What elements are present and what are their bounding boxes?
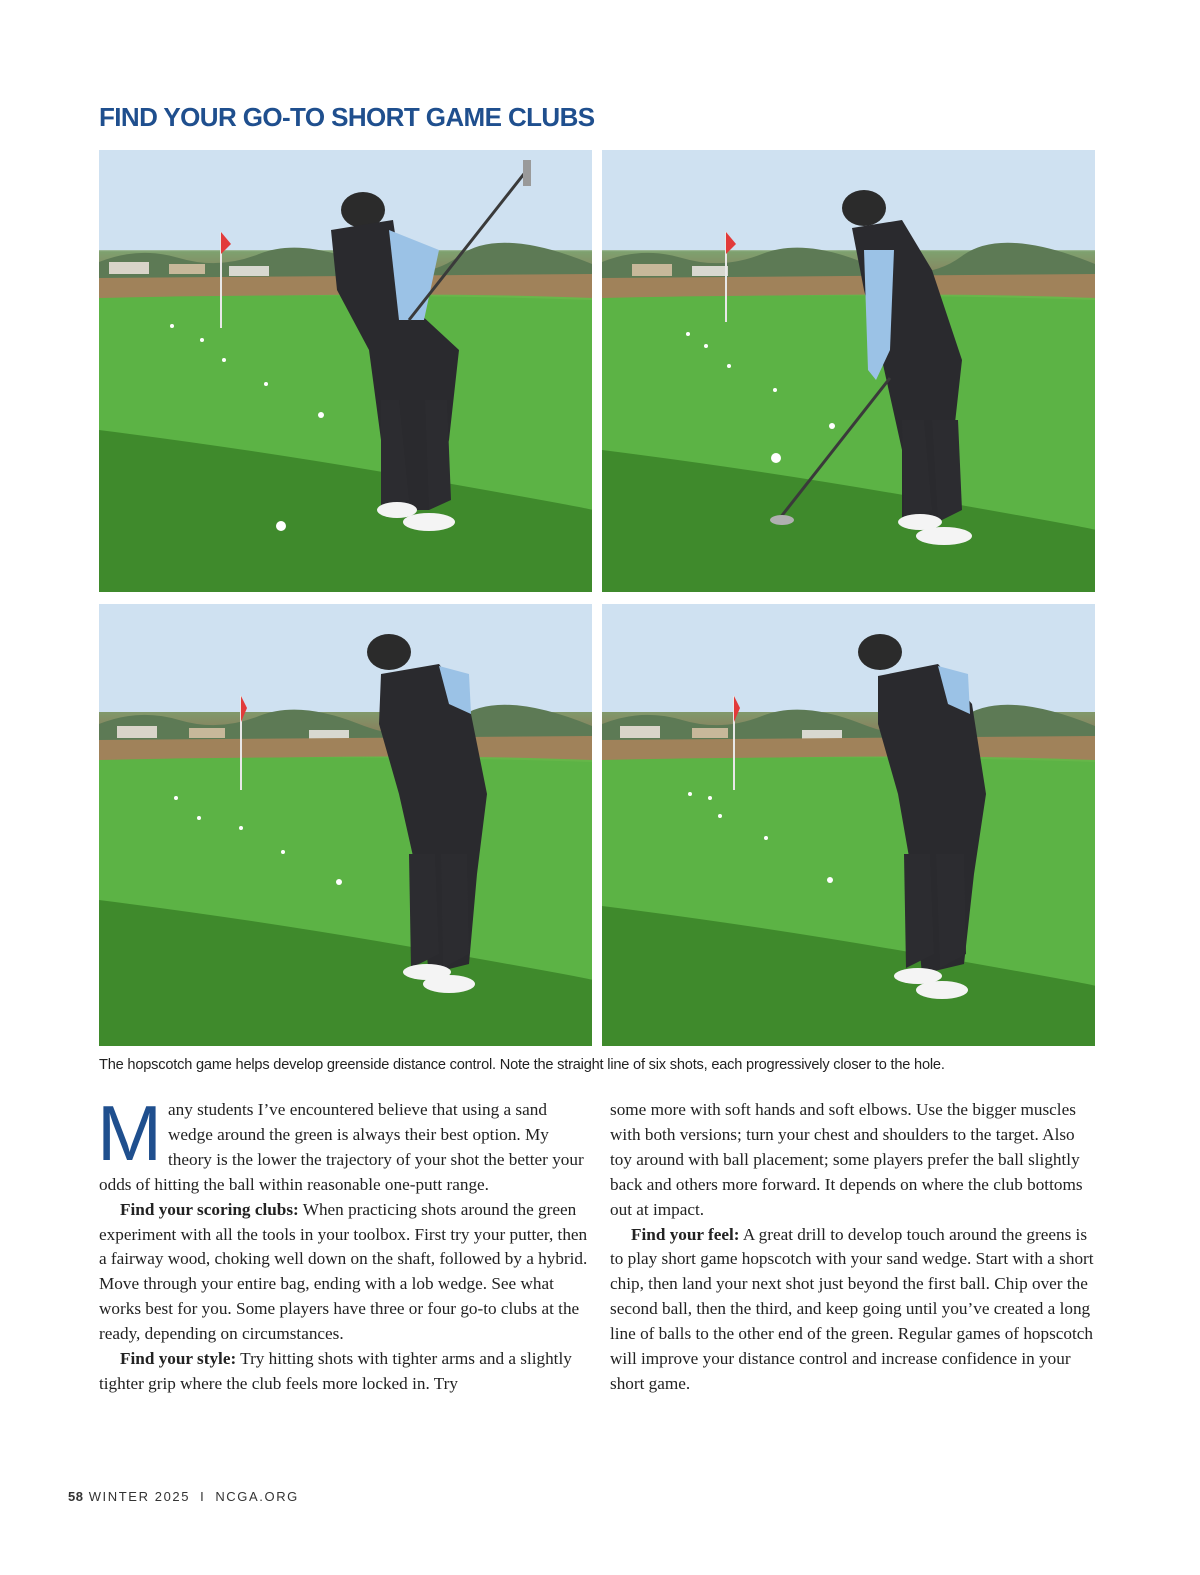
scoring-clubs-paragraph	[99, 1198, 589, 1347]
photo-grid	[99, 150, 1095, 1046]
golfer-backswing-photo	[99, 150, 592, 592]
golfer-finish-photo	[602, 604, 1095, 1046]
page-title: FIND YOUR GO-TO SHORT GAME CLUBS	[99, 102, 595, 132]
article-column-left	[97, 1089, 589, 1397]
intro-text: any students I’ve encountered believe that using a sand wedge around the green is always their best option. My theory is the lower the trajectory of your shot the better your odds of hitting the ball within reasonable one-putt range.	[99, 1100, 584, 1194]
style-paragraph-continued: some more with soft hands and soft elbows. Use the bigger muscles with both versions; turn your chest and shoulders to the target. Also toy around with ball placement; some players prefer the ball slightly back and others more forward. It depends on where the club bottoms out at impact.	[610, 1100, 1083, 1219]
intro-paragraph	[97, 1089, 589, 1198]
page-number: 58	[68, 1489, 84, 1504]
golfer-follow-through-photo	[99, 604, 592, 1046]
site-url: NCGA.ORG	[215, 1489, 299, 1504]
feel-heading: Find your feel:	[631, 1224, 740, 1244]
feel-paragraph	[610, 1223, 1100, 1397]
issue-label: WINTER 2025	[88, 1489, 191, 1504]
drop-cap: M	[97, 1089, 162, 1177]
article-column-right	[610, 1098, 1100, 1397]
page-footer	[68, 1489, 299, 1504]
feel-text: A great drill to develop touch around the greens is to play short game hopscotch with your sand wedge. Start with a short chip, then land your next shot just beyond the first ball. Chip over the second ball, then the third, and keep going until you’ve created a long line of balls to the other end of the green. Regular games of hopscotch will improve your distance control and increase confidence in your short game.	[610, 1224, 1094, 1393]
style-paragraph	[99, 1347, 589, 1397]
scoring-clubs-text: When practicing shots around the green experiment with all the tools in your toolbox. First try your putter, then a fairway wood, choking well down on the shaft, followed by a hybrid. Move through your entire bag, ending with a lob wedge. See what works best for you. Some players have three or four go-to clubs at the ready, depending on circumstances.	[99, 1199, 588, 1344]
footer-separator: I	[200, 1489, 206, 1504]
style-heading: Find your style:	[120, 1349, 237, 1369]
style-text: Try hitting shots with tighter arms and a slightly tighter grip where the club feels more locked in. Try	[99, 1349, 572, 1393]
photo-caption: The hopscotch game helps develop greenside distance control. Note the straight line of six shots, each progressively closer to the hole.	[99, 1057, 945, 1073]
scoring-clubs-heading: Find your scoring clubs:	[120, 1199, 299, 1219]
golfer-impact-photo	[602, 150, 1095, 592]
